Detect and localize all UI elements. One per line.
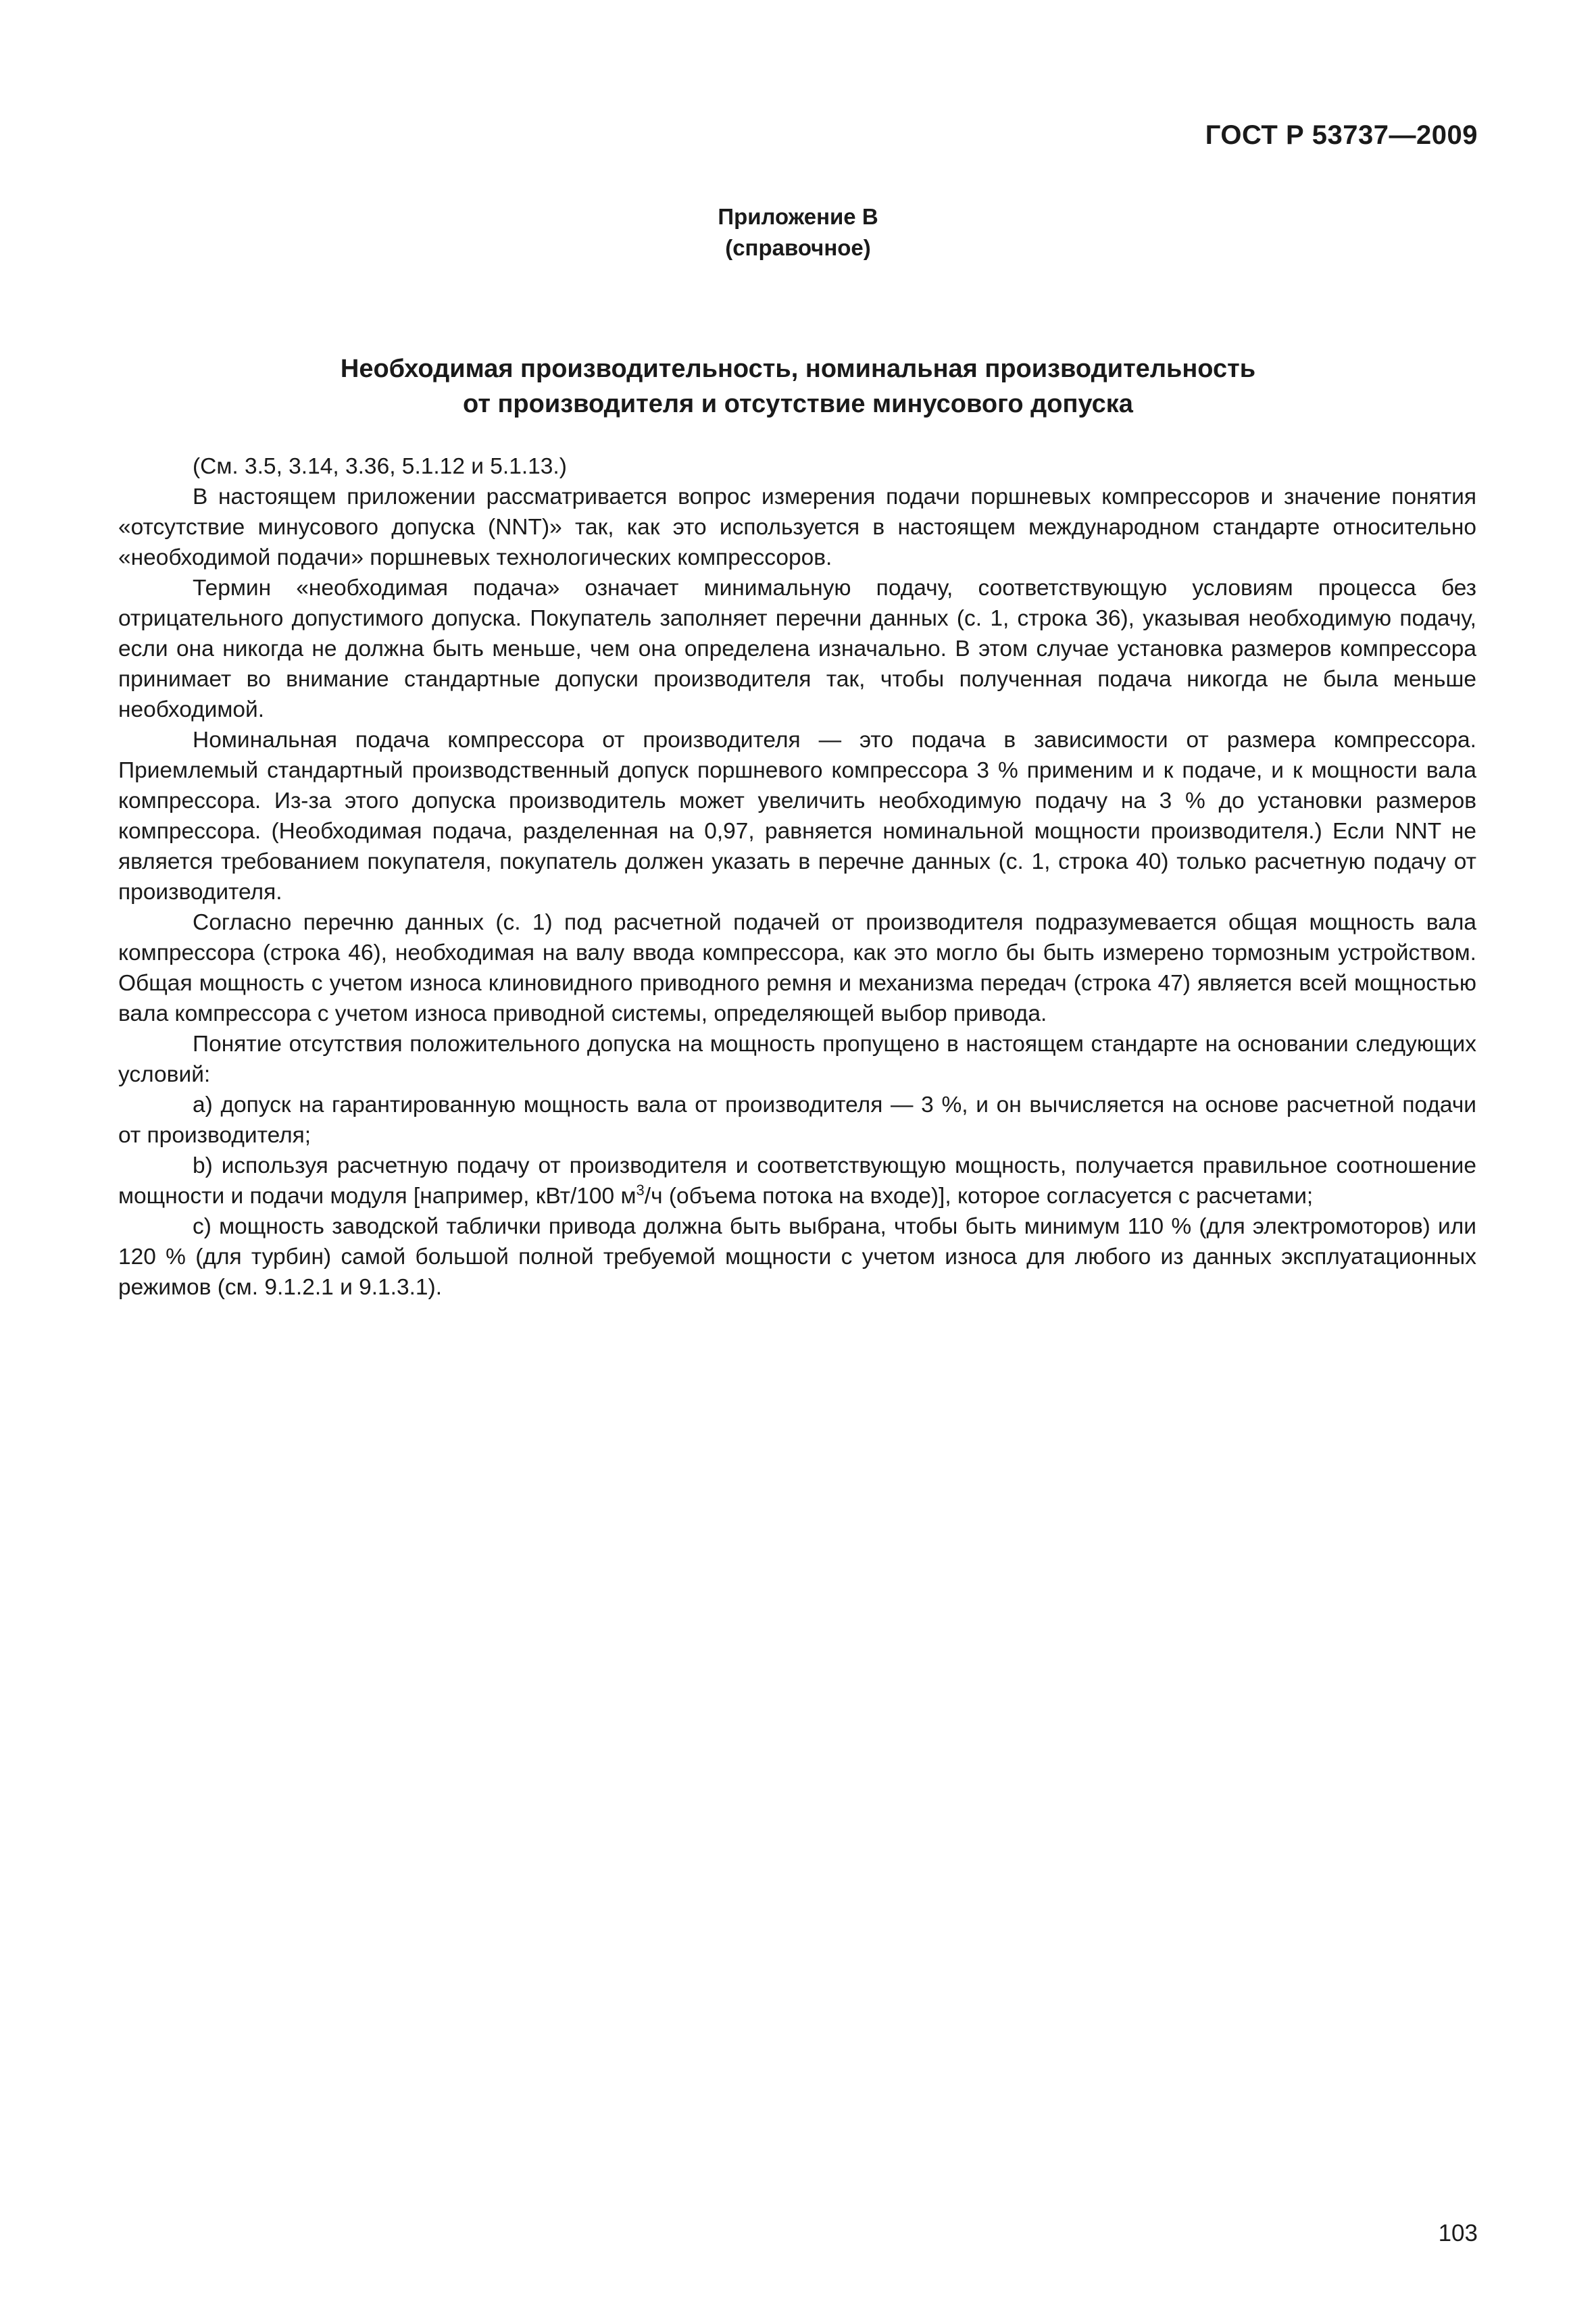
paragraph-3: Номинальная подача компрессора от производителя — это подача в зависимости от размера компрессора. Приемлемый стандартный производственный допуск поршневого компрессора 3 % применим и к подаче, и к мощности вала компрессора. Из-за этого допуска производитель может увеличить необходимую подачу на 3 % до установки размеров компрессора. (Необходимая подача, разделенная на 0,97, равняется номинальной мощности производителя.) Если NNT не является требованием покупателя, покупатель должен указать в перечне данных (с. 1, строка 40) только расчетную подачу от производителя. bbox=[118, 728, 1476, 905]
paragraph-4: Согласно перечню данных (с. 1) под расчетной подачей от производителя подразумевается общая мощность вала компрессора (строка 46), необходимая на валу ввода компрессора, как это могло бы быть измерено тормозным устройством. Общая мощность с учетом износа клиновидного приводного ремня и механизма передач (строка 47) является всей мощностью вала компрессора с учетом износа приводной системы, определяющей выбор привода. bbox=[118, 910, 1476, 1026]
reference-paragraph: (См. 3.5, 3.14, 3.36, 5.1.12 и 5.1.13.) bbox=[193, 454, 567, 479]
paragraph-5: Понятие отсутствия положительного допуска на мощность пропущено в настоящем стандарте на основании следующих условий: bbox=[118, 1032, 1476, 1087]
section-title-line-1: Необходимая производительность, номинальная производительность bbox=[340, 355, 1256, 383]
annex-heading bbox=[0, 201, 1596, 263]
annex-type: (справочное) bbox=[725, 235, 871, 260]
document-id-header: ГОСТ Р 53737—2009 bbox=[1205, 120, 1478, 150]
list-item-a: a) допуск на гарантированную мощность вала от производителя — 3 %, и он вычисляется на основе расчетной подачи от производителя; bbox=[118, 1092, 1476, 1148]
body-text bbox=[118, 451, 1476, 1303]
superscript-3: 3 bbox=[636, 1181, 645, 1199]
page-number: 103 bbox=[1438, 2220, 1478, 2246]
list-item-b-text-start: b) используя расчетную подачу от производителя и соответствующую мощность, получается правильное соотношение мощности и подачи модуля [например, кВт/100 м bbox=[118, 1153, 1476, 1209]
list-item-b bbox=[118, 1151, 1476, 1211]
section-title bbox=[0, 351, 1596, 422]
list-item-c: c) мощность заводской таблички привода должна быть выбрана, чтобы быть минимум 110 % (для электромоторов) или 120 % (для турбин) самой большой полной требуемой мощности с учетом износа для любого из данных эксплуатационных режимов (см. 9.1.2.1 и 9.1.3.1). bbox=[118, 1214, 1476, 1300]
section-title-line-2: от производителя и отсутствие минусового допуска bbox=[463, 390, 1133, 418]
paragraph-1: В настоящем приложении рассматривается вопрос измерения подачи поршневых компрессоров и значение понятия «отсутствие минусового допуска (NNT)» так, как это используется в настоящем международном стандарте относительно «необходимой подачи» поршневых технологических компрессоров. bbox=[118, 484, 1476, 570]
list-item-b-text-end: /ч (объема потока на входе)], которое согласуется с расчетами; bbox=[644, 1184, 1314, 1209]
annex-label: Приложение В bbox=[718, 204, 878, 229]
paragraph-2: Термин «необходимая подача» означает минимальную подачу, соответствующую условиям процесса без отрицательного допустимого допуска. Покупатель заполняет перечни данных (с. 1, строка 36), указывая необходимую подачу, если она никогда не должна быть меньше, чем она определена изначально. В этом случае установка размеров компрессора принимает во внимание стандартные допуски производителя так, чтобы полученная подача никогда не была меньше необходимой. bbox=[118, 576, 1476, 722]
